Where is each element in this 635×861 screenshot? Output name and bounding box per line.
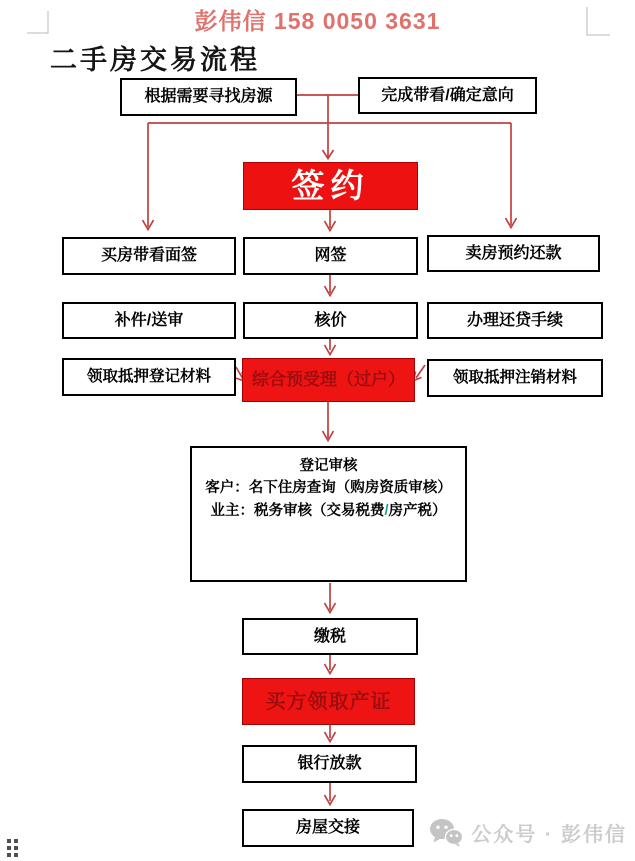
box-buyer-interview: 买房带看面签 (62, 237, 236, 275)
registration-review-owner-line (192, 500, 465, 522)
box-find-source: 根据需要寻找房源 (120, 78, 297, 116)
box-buyer-receives-certificate: 买方领取产证 (242, 678, 415, 725)
owner-line-post: 房产税） (388, 502, 447, 519)
watermark (429, 818, 627, 847)
box-sign-contract: 签约 (243, 162, 418, 210)
box-price-verification: 核价 (243, 302, 418, 339)
box-mortgage-registration-materials: 领取抵押登记材料 (62, 358, 236, 396)
registration-review-customer-line: 客户：名下住房查询（购房资质审核） (205, 480, 452, 497)
box-viewing-intent: 完成带看/确定意向 (358, 77, 537, 114)
box-seller-repay-appointment: 卖房预约还款 (427, 235, 600, 272)
page-title: 二手房交易流程 (50, 45, 260, 75)
box-supplement-review: 补件/送审 (62, 302, 236, 339)
line-right-diagonal (416, 365, 425, 378)
header-contact: 彭伟信 158 0050 3631 (194, 8, 441, 34)
box-pay-tax: 缴税 (242, 618, 418, 655)
box-house-handover: 房屋交接 (242, 809, 414, 847)
watermark-text: 公众号 · 彭伟信 (471, 824, 627, 846)
box-comprehensive-pre-acceptance: 综合预受理（过户） (242, 358, 415, 402)
registration-review-title: 登记审核 (299, 458, 358, 474)
box-loan-repay-procedure: 办理还贷手续 (427, 302, 603, 339)
owner-line-slash: / (384, 502, 389, 519)
box-registration-review (190, 446, 467, 582)
wechat-icon (429, 818, 463, 847)
owner-line-pre: 业主：税务审核（交易税费 (210, 502, 385, 519)
box-online-sign: 网签 (243, 237, 418, 275)
box-bank-disbursement: 银行放款 (242, 745, 417, 783)
drag-handle[interactable] (7, 839, 18, 857)
box-mortgage-cancellation-materials: 领取抵押注销材料 (427, 359, 603, 397)
